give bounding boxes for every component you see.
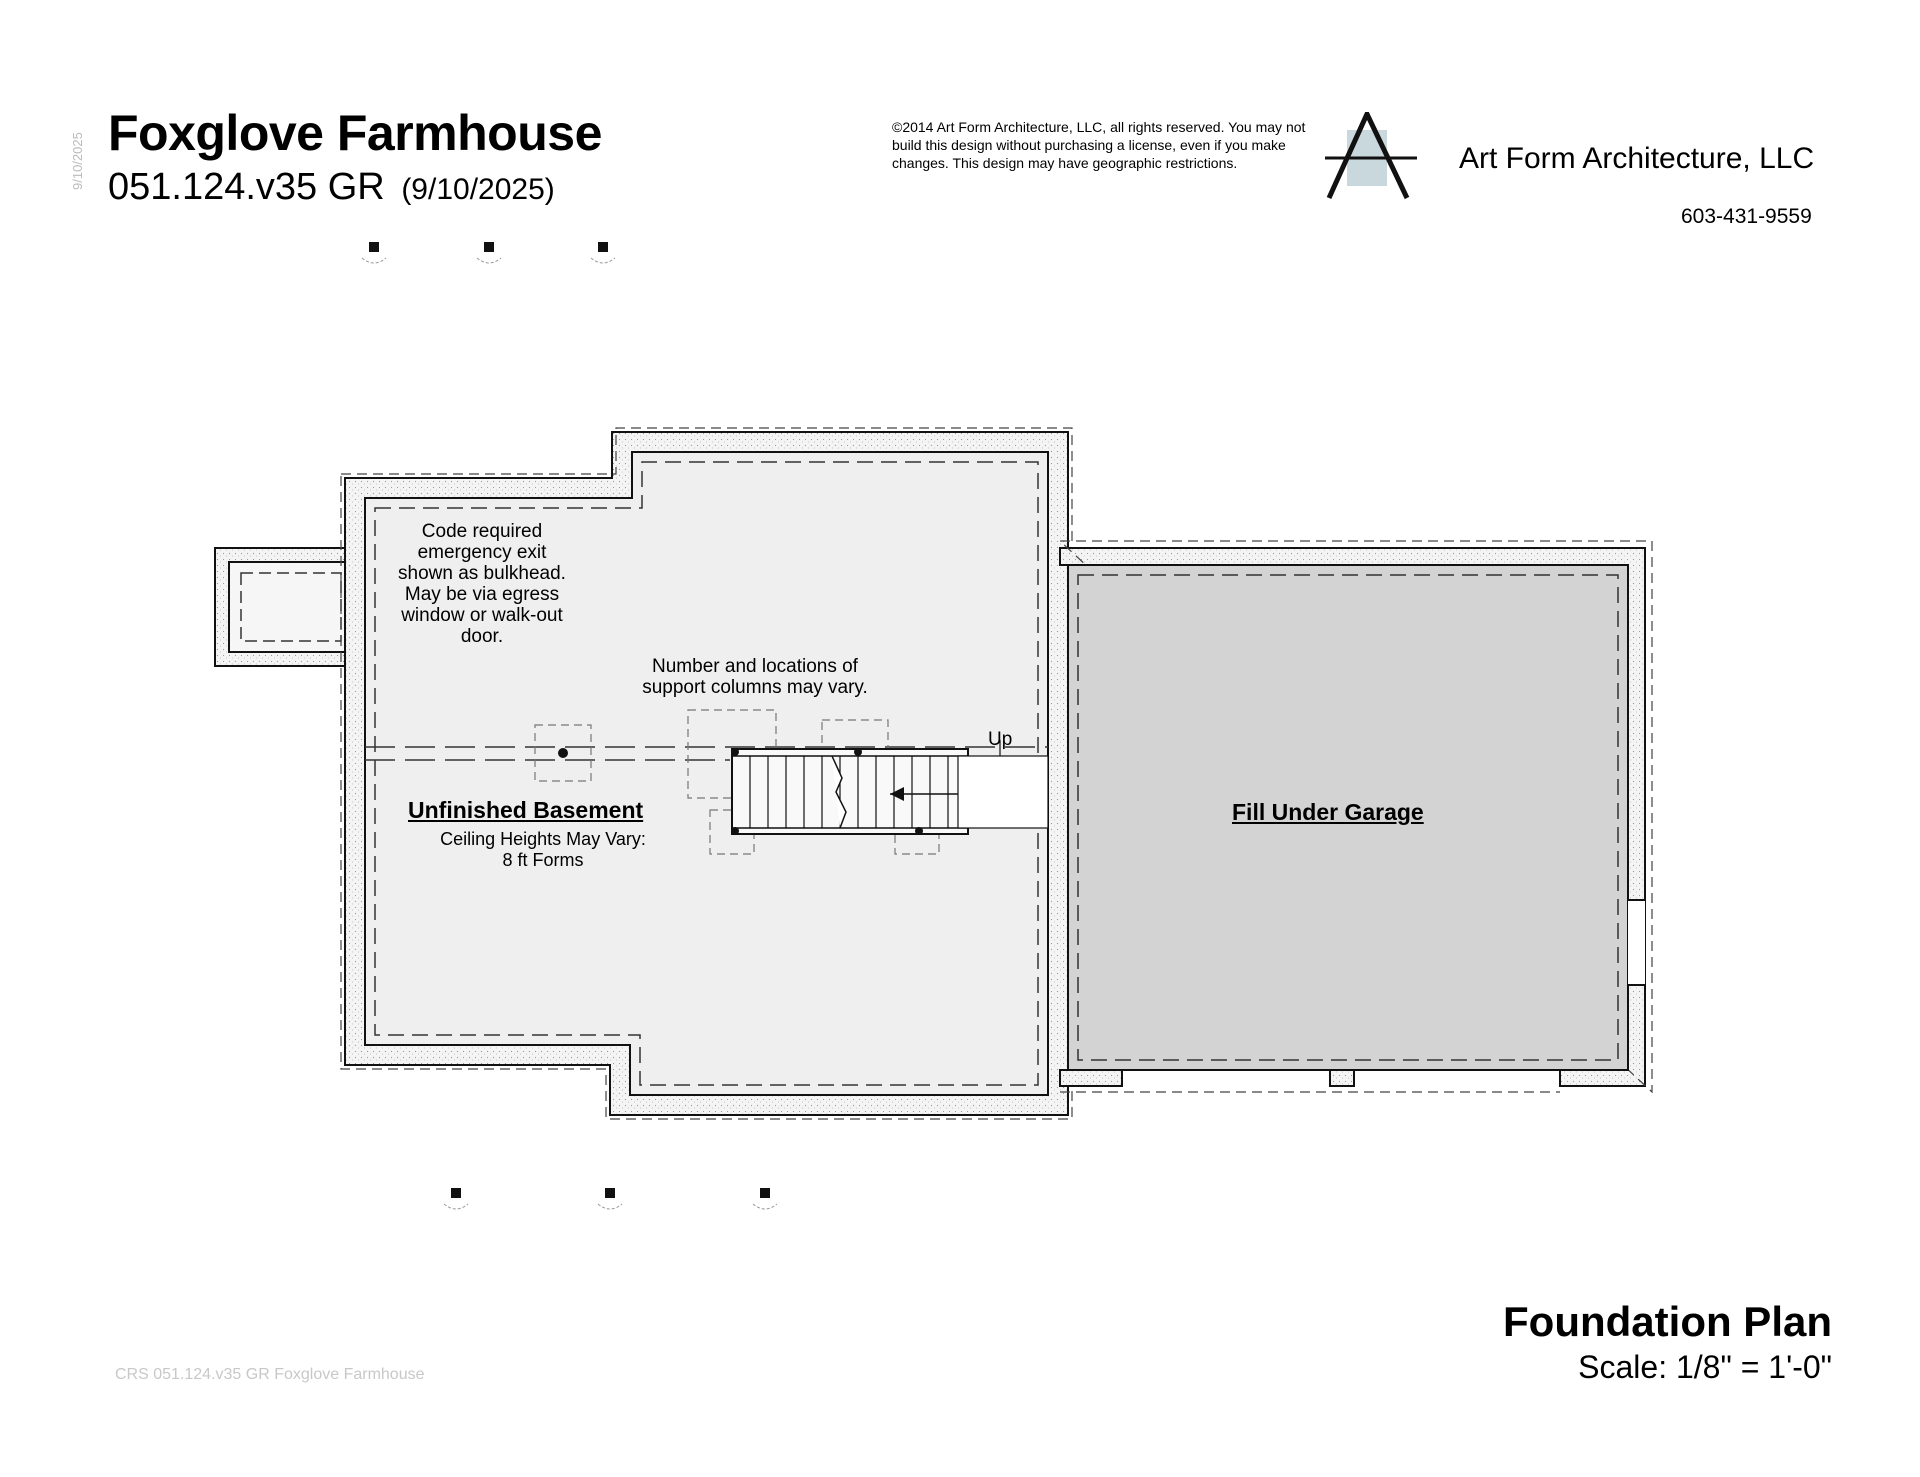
support-columns-note: Number and locations of support columns may vary. [642,656,868,698]
porch-footings-bottom [444,1188,777,1209]
basement-room-label: Unfinished Basement [408,797,644,823]
sheet-scale: Scale: 1/8" = 1'-0" [1578,1349,1832,1385]
porch-footings-top [362,242,615,263]
side-date-stamp: 9/10/2025 [70,132,85,190]
emergency-exit-note: Code required emergency exit shown as bulkhead. May be via egress window or walk-out door. [398,521,566,647]
company-phone: 603-431-9559 [1681,205,1812,228]
garage-front-post [1330,1070,1354,1086]
basement-stair [731,740,1048,835]
plan-date: (9/10/2025) [401,173,555,206]
garage-room-label: Fill Under Garage [1232,799,1424,825]
footer-file-note: CRS 051.124.v35 GR Foxglove Farmhouse [115,1366,425,1383]
basement-ceiling-note [418,829,668,871]
sheet-title: Foundation Plan [1503,1298,1832,1345]
company-name: Art Form Architecture, LLC [1459,142,1815,175]
basement-ceiling-line-1: Ceiling Heights May Vary: [440,829,646,849]
stair-up-label: Up [988,729,1013,750]
copyright-notice: ©2014 Art Form Architecture, LLC, all rights reserved. You may not build this design without purchasing a license, even if you make changes. This design may have geographic restrictions. [892,119,1306,171]
plan-number-code: 051.124.v35 GR [108,166,385,208]
plan-title: Foxglove Farmhouse [108,105,602,161]
garage-front-wall-left [1060,1070,1122,1086]
basement-ceiling-line-2: 8 ft Forms [502,850,584,870]
